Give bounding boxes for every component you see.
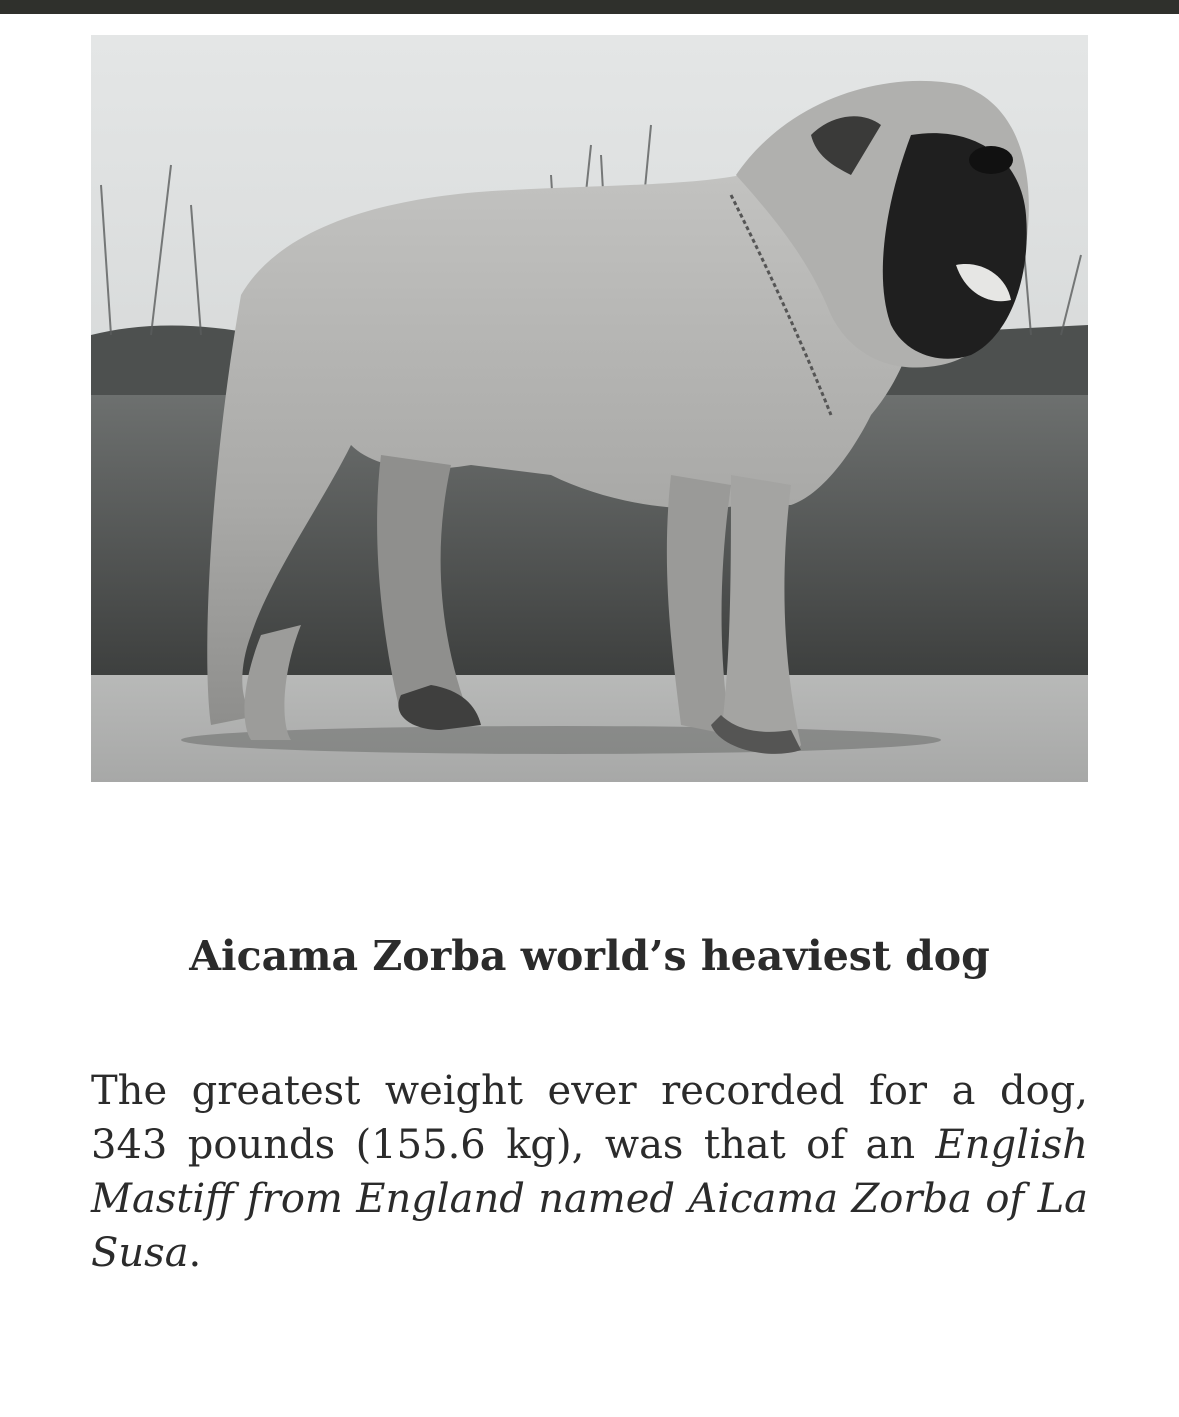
article-text: The greatest weight ever recorded for a dog, 343 pounds (155.6 kg), was that of an — [91, 1068, 1088, 1168]
top-bar — [0, 0, 1179, 14]
dog-photo — [91, 35, 1088, 782]
article-text-italic: English Mastiff from England named Aicama Zorba of La Susa — [91, 1122, 1088, 1276]
article-text-end: . — [188, 1230, 202, 1276]
photo-caption: Aicama Zorba world’s heaviest dog — [189, 932, 990, 980]
mastiff-image — [91, 35, 1088, 782]
article-paragraph — [91, 1064, 1088, 1280]
